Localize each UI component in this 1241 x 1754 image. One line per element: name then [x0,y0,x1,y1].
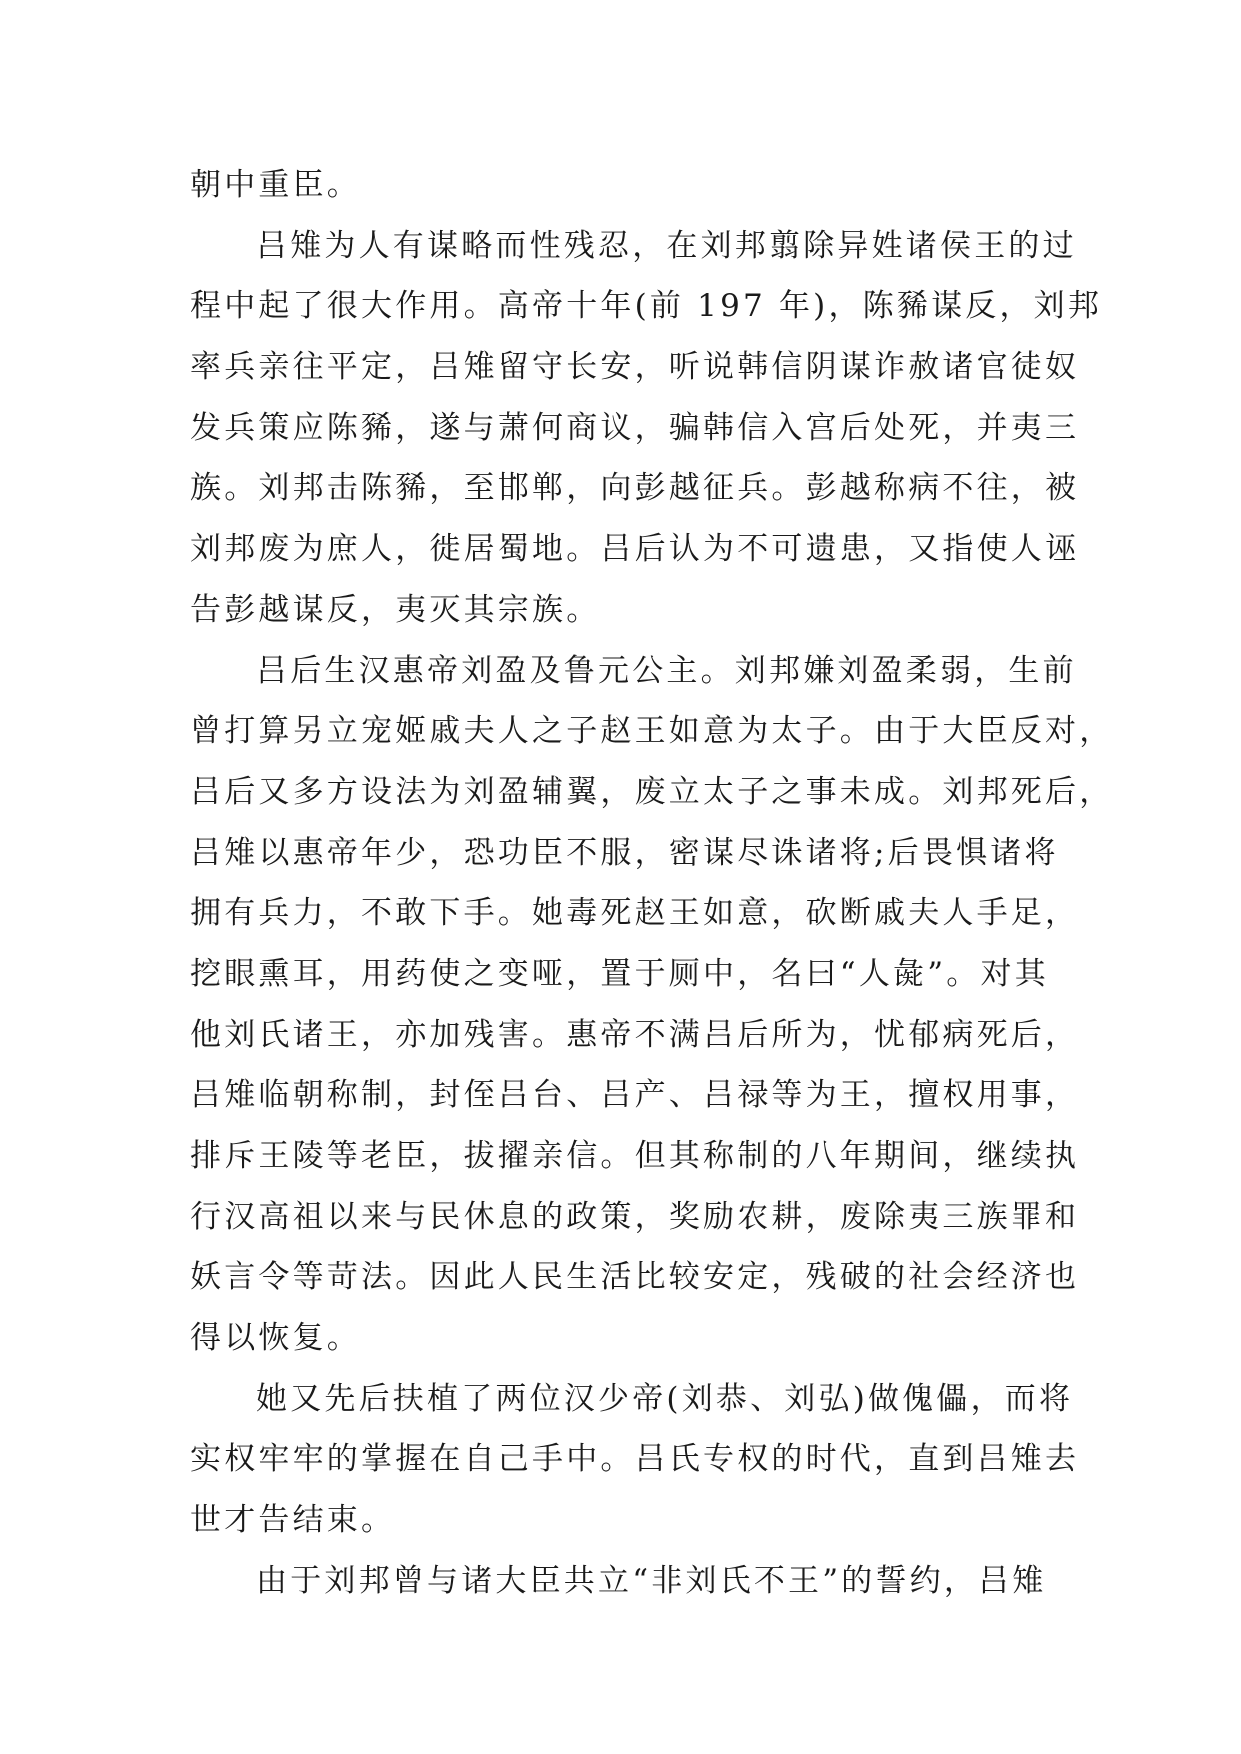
text-line: 吕后生汉惠帝刘盈及鲁元公主。刘邦嫌刘盈柔弱，生前 [256,652,1077,689]
body-text [190,155,1114,1612]
text-line: 行汉高祖以来与民休息的政策，奖励农耕，废除夷三族罪和 [190,1198,1080,1235]
text-line: 吕雉以惠帝年少，恐功臣不服，密谋尽诛诸将;后畏惧诸将 [190,834,1059,871]
text-line: 得以恢复。 [190,1320,361,1357]
text-line: 她又先后扶植了两位汉少帝(刘恭、刘弘)做傀儡，而将 [256,1380,1074,1417]
text-line: 挖眼熏耳，用药使之变哑，置于厕中，名曰“人彘”。对其 [190,955,1049,992]
text-line: 吕雉临朝称制，封侄吕台、吕产、吕禄等为王，擅权用事， [190,1077,1080,1114]
text-line: 告彭越谋反，夷灭其宗族。 [190,591,601,628]
text-line: 世才告结束。 [190,1502,396,1539]
text-line: 朝中重臣。 [190,167,361,203]
text-line: 吕雉为人有谋略而性残忍，在刘邦翦除异姓诸侯王的过 [256,227,1077,264]
text-line: 拥有兵力，不敢下手。她毒死赵王如意，砍断戚夫人手足， [190,895,1080,932]
text-line: 曾打算另立宠姬戚夫人之子赵王如意为太子。由于大臣反对， [190,713,1114,750]
text-line: 妖言令等苛法。因此人民生活比较安定，残破的社会经济也 [190,1259,1080,1296]
text-line: 排斥王陵等老臣，拔擢亲信。但其称制的八年期间，继续执 [190,1138,1080,1174]
text-line: 族。刘邦击陈豨，至邯郸，向彭越征兵。彭越称病不往，被 [190,470,1080,507]
text-line: 实权牢牢的掌握在自己手中。吕氏专权的时代，直到吕雉去 [190,1441,1080,1478]
text-line: 他刘氏诸王，亦加残害。惠帝不满吕后所为，忧郁病死后， [190,1016,1080,1053]
text-line: 程中起了很大作用。高帝十年(前 197 年)，陈豨谋反，刘邦 [190,288,1103,325]
text-line: 率兵亲往平定，吕雉留守长安，听说韩信阴谋诈赦诸官徒奴 [190,349,1080,386]
text-line: 吕后又多方设法为刘盈辅翼，废立太子之事未成。刘邦死后， [190,773,1114,810]
text-line: 发兵策应陈豨，遂与萧何商议，骗韩信入宫后处死，并夷三 [190,409,1080,446]
text-line: 由于刘邦曾与诸大臣共立“非刘氏不王”的誓约，吕雉 [256,1562,1047,1599]
text-line: 刘邦废为庶人，徙居蜀地。吕后认为不可遗患，又指使人诬 [190,531,1080,568]
